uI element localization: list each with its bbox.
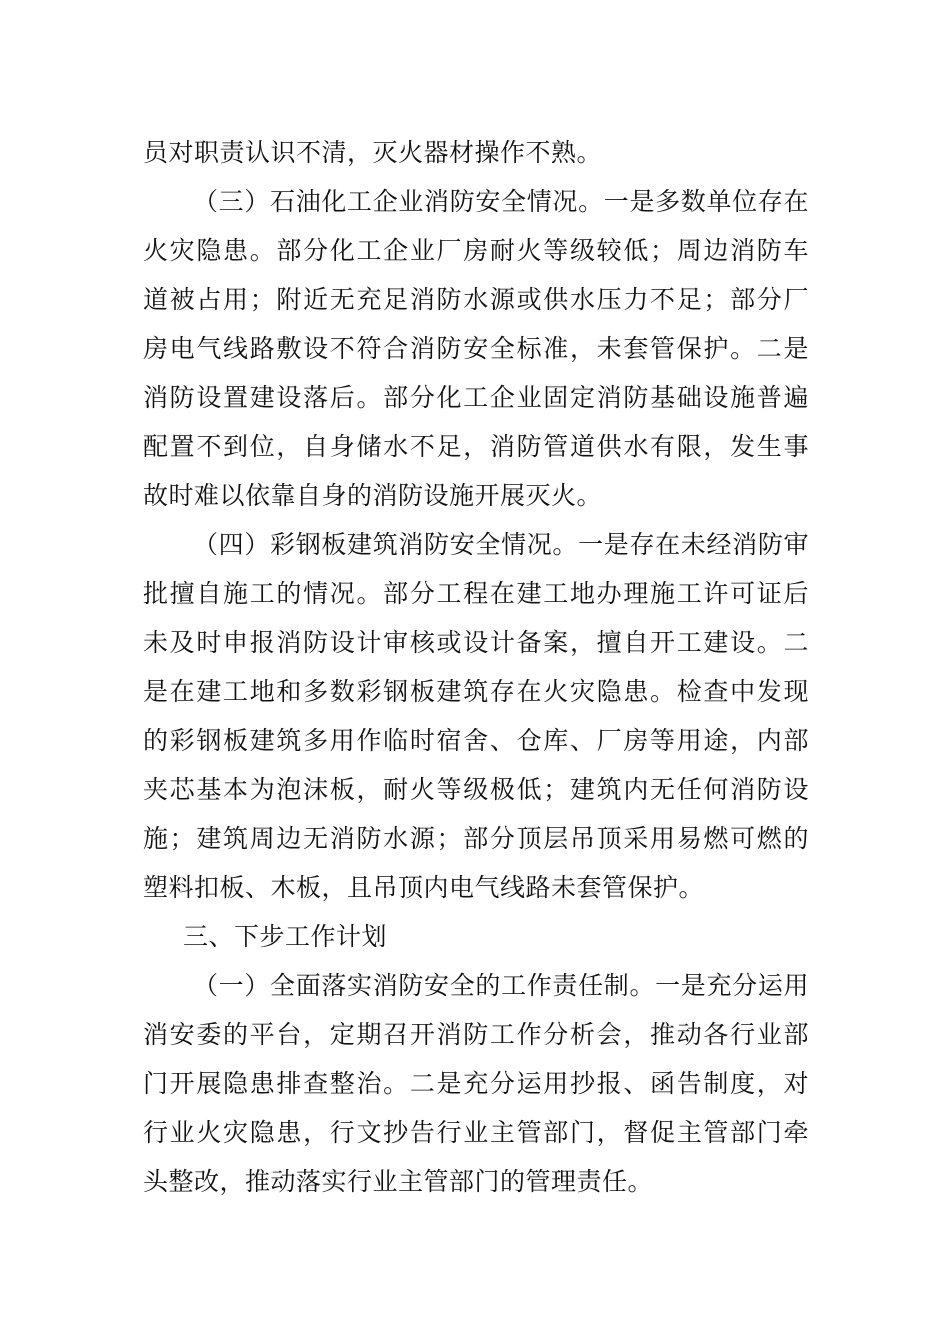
section-heading: 三、下步工作计划: [183, 922, 388, 951]
text-line: 是在建工地和多数彩钢板建筑存在火灾隐患。检查中发现: [143, 677, 809, 706]
text-line: 行业火灾隐患，行文抄告行业主管部门，督促主管部门牵: [143, 1118, 809, 1147]
text-line: 夹芯基本为泡沫板，耐火等级极低；建筑内无任何消防设: [143, 775, 809, 804]
text-line: 头整改，推动落实行业主管部门的管理责任。: [143, 1167, 654, 1196]
text-line: 火灾隐患。部分化工企业厂房耐火等级较低；周边消防车: [143, 236, 809, 265]
text-line: 塑料扣板、木板，且吊顶内电气线路未套管保护。: [143, 873, 705, 902]
text-line: 未及时申报消防设计审核或设计备案，擅自开工建设。二: [143, 628, 809, 657]
text-line: 员对职责认识不清，灭火器材操作不熟。: [143, 138, 603, 167]
text-line: 的彩钢板建筑多用作临时宿舍、仓库、厂房等用途，内部: [143, 726, 809, 755]
text-line: 消安委的平台，定期召开消防工作分析会，推动各行业部: [143, 1020, 809, 1049]
paragraph-start-line: （一）全面落实消防安全的工作责任制。一是充分运用: [193, 971, 809, 1000]
text-line: 施；建筑周边无消防水源；部分顶层吊顶采用易燃可燃的: [143, 824, 809, 853]
text-line: 消防设置建设落后。部分化工企业固定消防基础设施普遍: [143, 383, 809, 412]
text-line: 配置不到位，自身储水不足，消防管道供水有限，发生事: [143, 432, 809, 461]
paragraph-start-line: （三）石油化工企业消防安全情况。一是多数单位存在: [193, 187, 809, 216]
text-line: 故时难以依靠自身的消防设施开展灭火。: [143, 481, 603, 510]
text-line: 道被占用；附近无充足消防水源或供水压力不足；部分厂: [143, 285, 809, 314]
document-body: [143, 128, 809, 1206]
text-line: 门开展隐患排查整治。二是充分运用抄报、函告制度，对: [143, 1069, 809, 1098]
text-line: 房电气线路敷设不符合消防安全标准，未套管保护。二是: [143, 334, 809, 363]
text-line: 批擅自施工的情况。部分工程在建工地办理施工许可证后: [143, 579, 809, 608]
paragraph-start-line: （四）彩钢板建筑消防安全情况。一是存在未经消防审: [193, 530, 809, 559]
